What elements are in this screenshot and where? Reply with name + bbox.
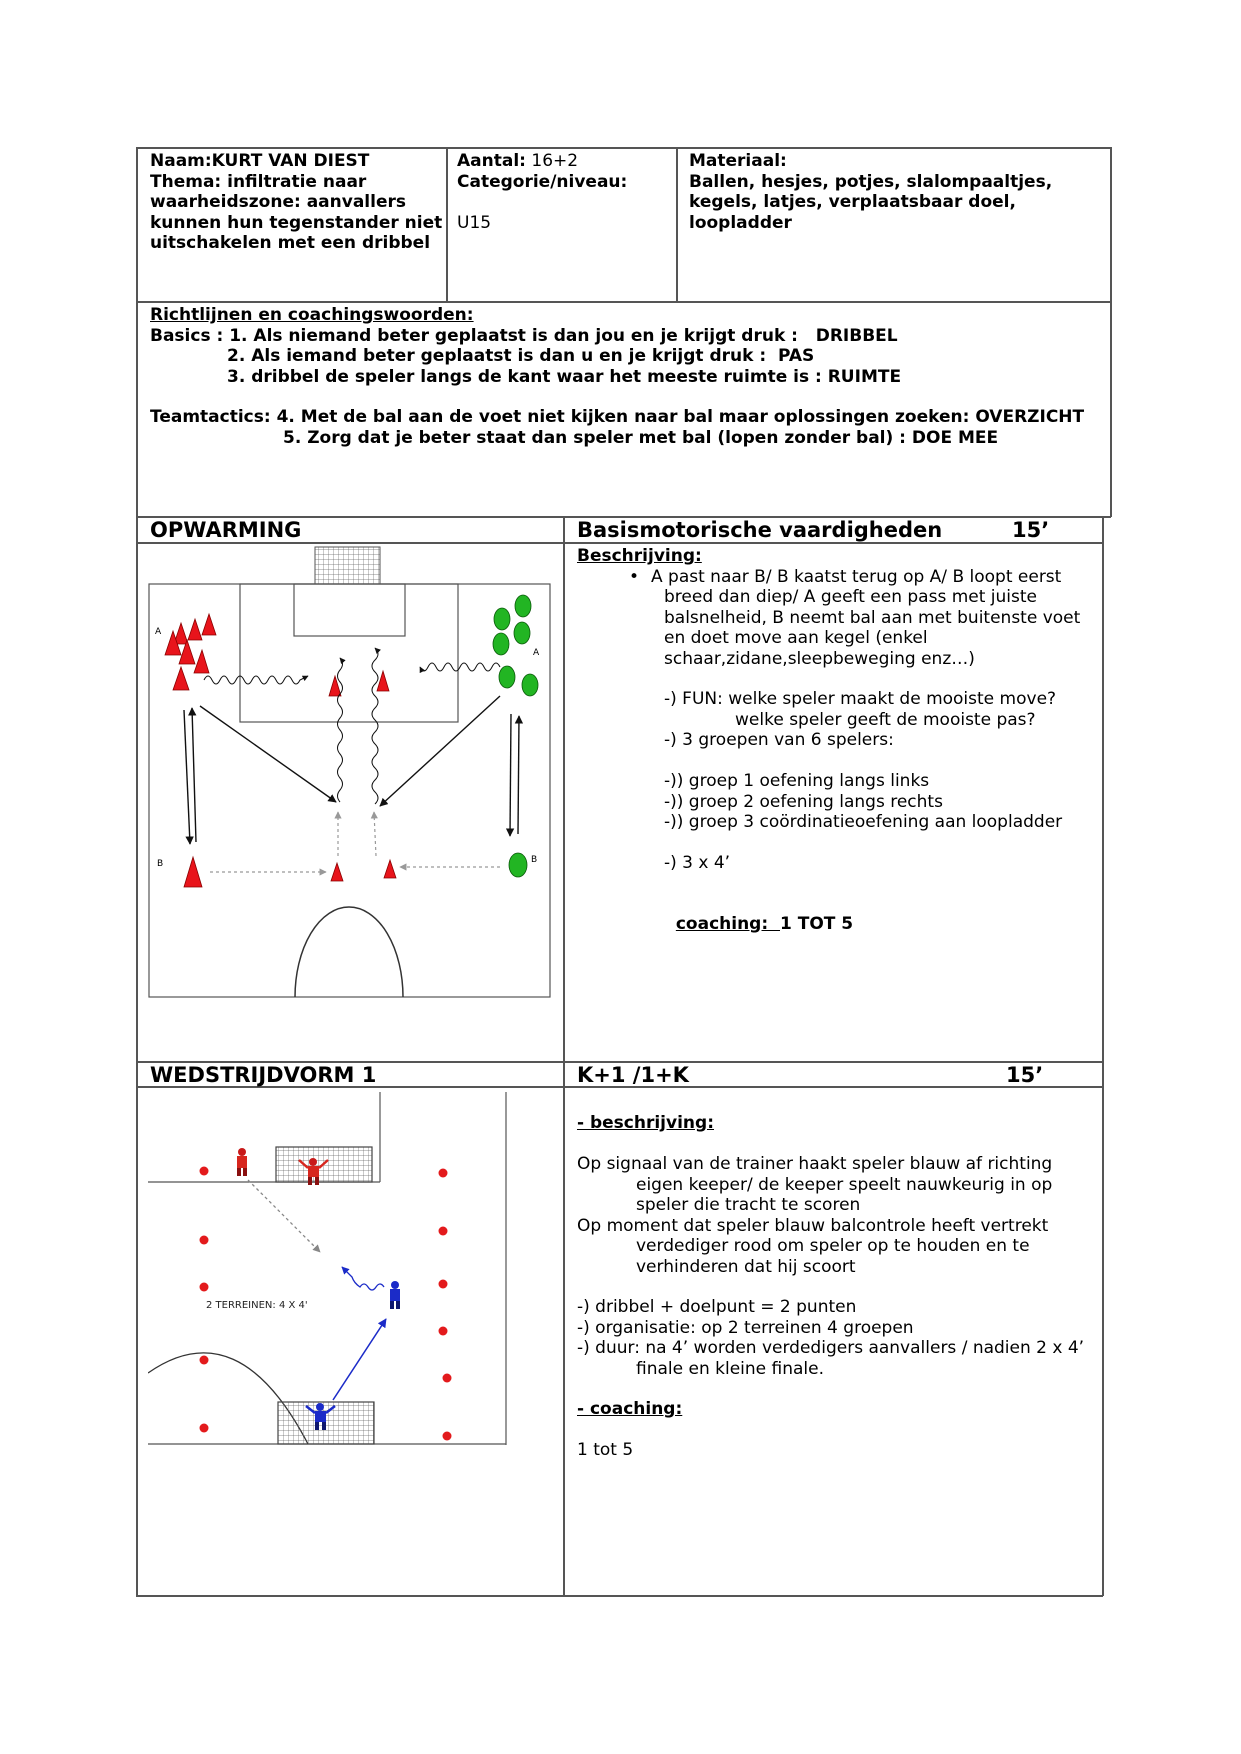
richtlijnen-basics-3: 3. dribbel de speler langs de kant waar het meeste ruimte is : RUIMTE	[227, 366, 902, 387]
wedstrijd-item-1: -) dribbel + doelpunt = 2 punten	[577, 1297, 857, 1317]
wedstrijd-item-2: -) organisatie: op 2 terreinen 4 groepen	[577, 1317, 914, 1338]
table-border-left	[136, 147, 138, 1596]
terrain-label: 2 TERREINEN: 4 X 4'	[206, 1300, 308, 1311]
goal-net	[315, 547, 380, 584]
header-categorie-value: U15	[457, 212, 492, 233]
table-border-right-upper	[1110, 147, 1112, 517]
cone-group-a-left	[165, 614, 216, 690]
goal-area	[294, 584, 405, 636]
opwarming-coaching	[664, 893, 853, 934]
header-row-bottom	[136, 301, 1111, 303]
dribble-lines	[204, 648, 500, 804]
table-border-bottom	[136, 1595, 1103, 1597]
section-middle-divider	[563, 516, 565, 1596]
opwarming-tijd: -) 3 x 4’	[664, 852, 731, 873]
pass-arrows	[184, 696, 519, 844]
opwarming-bullet-line-3: balsnelheid, B neemt bal aan met buitenste voet	[664, 607, 1081, 628]
player-b-right	[509, 853, 527, 877]
header-materiaal-line-1: Ballen, hesjes, potjes, slalompaaltjes,	[689, 171, 1053, 192]
header-thema-line-2: waarheidszone: aanvallers	[150, 192, 406, 212]
table-border-top	[136, 147, 1111, 149]
opwarming-bullet-line-1: A past naar B/ B kaatst terug op A/ B loopt eerst	[651, 566, 1062, 587]
header-divider-2	[676, 147, 678, 302]
blue-attacker-icon	[390, 1281, 400, 1309]
wedstrijd-coaching-label: - coaching:	[577, 1399, 683, 1419]
opwarming-groepen: -) 3 groepen van 6 spelers:	[664, 730, 894, 750]
label-b-left: B	[157, 859, 164, 869]
opwarming-groep-3: -)) groep 3 coördinatieoefening aan loopladder	[664, 812, 1063, 832]
opwarming-subtitle: Basismotorische vaardigheden	[577, 518, 943, 542]
wedstrijd-p2-line-2: verdediger rood om speler op te houden en te	[636, 1236, 1030, 1256]
wedstrijd-p1-line-1: Op signaal van de trainer haakt speler blauw af richting	[577, 1154, 1053, 1174]
header-thema-line-4: uitschakelen met een dribbel	[150, 233, 431, 253]
opwarming-bullet-line-4: en doet move aan kegel (enkel	[664, 628, 928, 648]
header-materiaal-line-3: loopladder	[689, 212, 792, 233]
aantal-label: Aantal:	[457, 151, 526, 171]
header-thema-line-1: Thema: infiltratie naar	[150, 171, 367, 192]
wedstrijd-item-3b: finale en kleine finale.	[636, 1358, 824, 1379]
opwarming-groep-1: -)) groep 1 oefening langs links	[664, 771, 930, 791]
opwarming-groep-2: -)) groep 2 oefening langs rechts	[664, 791, 943, 812]
opwarming-diagram	[148, 544, 552, 1000]
wedstrijd-duration: 15’	[1006, 1063, 1044, 1087]
wedstrijd-p2-line-1: Op moment dat speler blauw balcontrole heeft vertrekt	[577, 1215, 1049, 1236]
wedstrijd-item-3a: -) duur: na 4’ worden verdedigers aanvallers / nadien 2 x 4’	[577, 1338, 1085, 1358]
blue-dribble-arrow	[342, 1267, 384, 1290]
penalty-area	[240, 584, 458, 722]
label-b-right: B	[531, 855, 538, 865]
opwarming-bullet-line-2: breed dan diep/ A geeft een pass met juiste	[664, 587, 1038, 607]
opwarming-title: OPWARMING	[150, 518, 302, 542]
player-group-a-right	[493, 595, 538, 696]
richtlijnen-team-5: 5. Zorg dat je beter staat dan speler met bal (lopen zonder bal) : DOE MEE	[283, 427, 999, 448]
richtlijnen-title: Richtlijnen en coachingswoorden:	[150, 305, 474, 325]
table-border-right-lower	[1102, 517, 1104, 1596]
field-outline	[149, 584, 550, 997]
label-a-left: A	[155, 627, 162, 637]
opwarming-bullet: •	[629, 566, 640, 587]
header-naam: Naam:KURT VAN DIEST	[150, 151, 370, 171]
header-divider-1	[446, 147, 448, 302]
wedstrijd-beschrijving-label: - beschrijving:	[577, 1113, 714, 1133]
richtlijnen-team-4: Teamtactics: 4. Met de bal aan de voet niet kijken naar bal maar oplossingen zoeken: OVERZICHT	[150, 407, 1085, 427]
opwarming-coaching-value: 1 TOT 5	[780, 913, 854, 934]
wedstrijd-diagram	[148, 1090, 558, 1452]
header-materiaal-line-2: kegels, latjes, verplaatsbaar doel,	[689, 192, 1016, 212]
wedstrijd-p1-line-2: eigen keeper/ de keeper speelt nauwkeurig in op	[636, 1174, 1053, 1195]
header-aantal	[457, 151, 578, 172]
header-thema-line-3: kunnen hun tegenstander niet	[150, 212, 443, 233]
header-categorie-label: Categorie/niveau:	[457, 171, 628, 192]
dotted-passes	[210, 812, 500, 872]
wedstrijd-p2-line-3: verhinderen dat hij scoort	[636, 1256, 856, 1277]
wedstrijd-subtitle: K+1 /1+K	[577, 1063, 689, 1087]
wedstrijd-p1-line-3: speler die tracht te scoren	[636, 1195, 861, 1215]
header-materiaal-label: Materiaal:	[689, 151, 787, 171]
richtlijnen-basics-2: 2. Als iemand beter geplaatst is dan u en je krijgt druk : PAS	[227, 346, 815, 366]
cone-b-left	[184, 857, 202, 887]
opwarming-fun-2: welke speler geeft de mooiste pas?	[735, 709, 1036, 730]
richtlijnen-basics-1: Basics : 1. Als niemand beter geplaatst is dan jou en je krijgt druk : DRIBBEL	[150, 325, 898, 346]
red-defender-icon	[237, 1148, 247, 1176]
aantal-value: 16+2	[531, 151, 579, 171]
opwarming-beschrijving-label: Beschrijving:	[577, 546, 702, 566]
center-circle-arc	[295, 907, 403, 997]
dotted-run-arrow	[248, 1180, 320, 1252]
opwarming-bullet-line-5: schaar,zidane,sleepbeweging enz…)	[664, 648, 975, 669]
opwarming-duration: 15’	[1012, 518, 1050, 542]
opwarming-fun-1: -) FUN: welke speler maakt de mooiste move?	[664, 689, 1057, 709]
blue-pass-arrow	[333, 1319, 386, 1400]
wedstrijd-coaching-value: 1 tot 5	[577, 1440, 634, 1460]
wedstrijd-title: WEDSTRIJDVORM 1	[150, 1063, 377, 1087]
label-a-right: A	[533, 648, 540, 658]
opwarming-coaching-label: coaching:	[675, 913, 780, 934]
